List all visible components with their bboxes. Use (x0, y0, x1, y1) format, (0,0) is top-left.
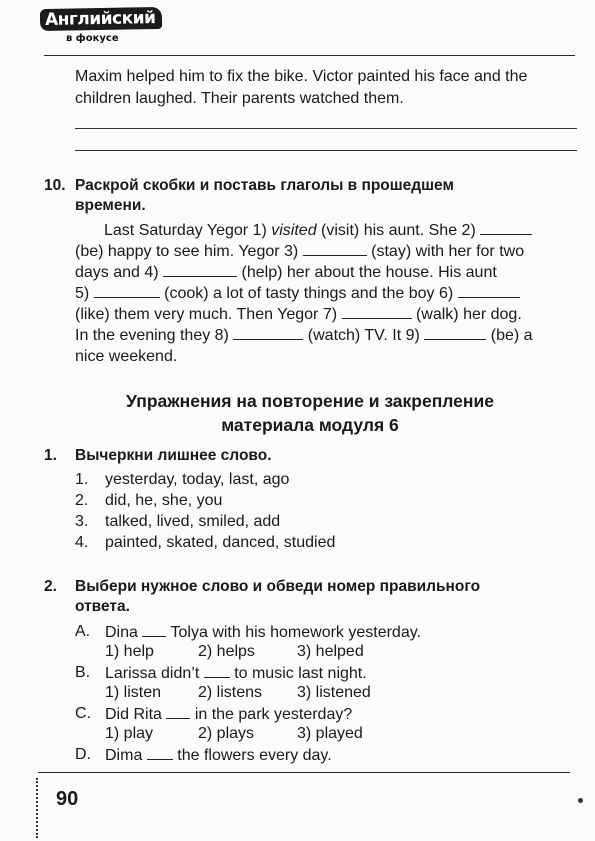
answer-blank (204, 663, 230, 678)
text-line-2: (be) happy to see him. Yegor 3) (stay) with her for two (75, 243, 525, 260)
option[interactable]: 3) helped (297, 643, 364, 660)
option[interactable]: 1) listen (105, 684, 162, 701)
logo-subtitle: в фокусе (66, 33, 119, 44)
task-title: Вычеркни лишнее слово. (75, 447, 272, 464)
dotted-margin (36, 778, 38, 838)
section-title-line-1: Упражнения на повторение и закрепление (126, 391, 494, 411)
answer-blank (142, 622, 166, 637)
section-title-line-2: материала модуля 6 (221, 415, 399, 435)
task-title: ответа. (75, 598, 130, 615)
text-line-7: nice weekend. (75, 348, 178, 365)
task-number: 2. (44, 578, 57, 595)
text-line-4: 5) (cook) a lot of tasty things and the boy 6) (75, 283, 520, 304)
option[interactable]: 2) helps (198, 643, 255, 660)
blank-2[interactable] (480, 220, 532, 235)
blank-9[interactable] (424, 325, 486, 340)
blank-7[interactable] (342, 304, 412, 319)
option[interactable]: 1) play (105, 725, 154, 742)
blank-6[interactable] (458, 283, 520, 298)
answer-blank (166, 704, 190, 719)
text-line-6: In the evening they 8) (watch) TV. It 9) (be) a (75, 327, 533, 344)
page-number: 90 (56, 788, 79, 810)
option[interactable]: 3) listened (297, 684, 371, 701)
blank-4[interactable] (163, 262, 237, 277)
blank-8[interactable] (233, 325, 303, 340)
intro-line-2: children laughed. Their parents watched them. (75, 90, 404, 107)
text-line-1: Last Saturday Yegor 1) visited (visit) his aunt. She 2) (104, 220, 532, 241)
task-title: Выбери нужное слово и обведи номер правильного (75, 578, 481, 595)
option[interactable]: 2) plays (198, 725, 255, 742)
header-divider (44, 55, 575, 56)
blank-5[interactable] (94, 283, 160, 298)
option[interactable]: 1) help (105, 643, 154, 660)
task-title: времени. (75, 197, 146, 214)
task-number: 1. (44, 447, 57, 464)
text-line-3: days and 4) (help) her about the house. His aunt (75, 264, 497, 281)
task-number: 10. (44, 177, 66, 194)
answer-line (75, 150, 577, 151)
text-line-5: (like) them very much. Then Yegor 7) (walk) her dog. (75, 306, 522, 323)
page-mark (578, 798, 583, 803)
intro-line-1: Maxim helped him to fix the bike. Victor painted his face and the (75, 68, 528, 85)
task-title: Раскрой скобки и поставь глаголы в прошедшем (75, 177, 454, 194)
option[interactable]: 3) played (297, 725, 363, 742)
example-answer: visited (271, 222, 317, 239)
footer-divider (38, 772, 570, 773)
textbook-logo (40, 8, 180, 50)
answer-line (75, 128, 577, 129)
option[interactable]: 2) listens (198, 684, 263, 701)
answer-blank (147, 745, 173, 760)
blank-3[interactable] (303, 241, 367, 256)
logo-title: Английский (40, 7, 162, 31)
